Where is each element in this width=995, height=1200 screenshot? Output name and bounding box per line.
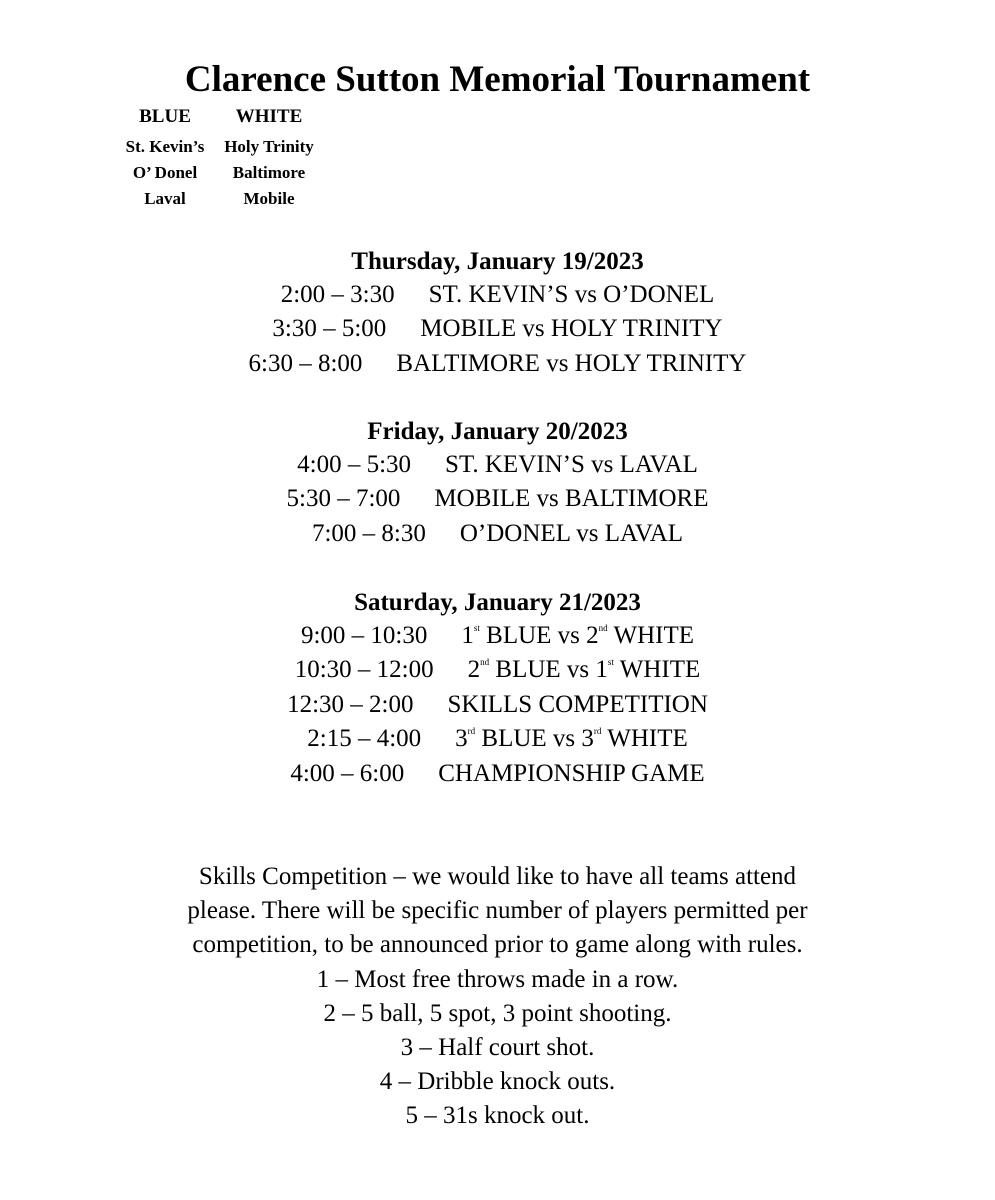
seed-ordinal: rd [593, 726, 602, 737]
seed-number: 1 [461, 622, 474, 649]
seed-ordinal: nd [598, 623, 608, 633]
seed-number: 2 [467, 656, 481, 684]
game-row [0, 312, 995, 346]
blue-team: O’ Donel [132, 163, 198, 182]
page-title: Clarence Sutton Memorial Tournament [184, 59, 811, 100]
game-matchup: MOBILE vs HOLY TRINITY [420, 315, 723, 343]
game-row [0, 278, 995, 312]
game-matchup: SKILLS COMPETITION [447, 690, 708, 718]
seed-ordinal: st [607, 657, 614, 668]
day-heading: Saturday, January 21/2023 [354, 589, 641, 616]
game-time: 2:00 – 3:30 [280, 281, 395, 308]
game-matchup [455, 725, 688, 752]
skills-note-line: Skills Competition – we would like to have all teams attend [198, 863, 797, 890]
white-team: Mobile [243, 189, 295, 208]
game-row [0, 448, 995, 482]
schedule-day-friday [0, 416, 995, 551]
division-label: WHITE [613, 622, 694, 649]
game-matchup: MOBILE vs BALTIMORE [434, 485, 709, 513]
game-time: 4:00 – 5:30 [297, 451, 412, 478]
white-team: Baltimore [232, 163, 306, 182]
day-heading: Friday, January 20/2023 [367, 418, 628, 445]
white-division [220, 104, 318, 212]
skills-event-item: 4 – Dribble knock outs. [379, 1068, 616, 1096]
game-matchup: ST. KEVIN’S vs LAVAL [445, 451, 698, 478]
blue-division-heading: BLUE [139, 106, 191, 127]
game-matchup [461, 622, 694, 649]
skills-note-line: please. There will be specific number of players permitted per [187, 897, 808, 925]
schedule-day-thursday [0, 246, 995, 381]
skills-note-line: competition, to be announced prior to game along with rules. [192, 931, 803, 959]
blue-team: Laval [144, 189, 186, 208]
game-matchup: BALTIMORE vs HOLY TRINITY [396, 349, 747, 377]
game-time: 3:30 – 5:00 [272, 315, 387, 343]
skills-event-item: 2 – 5 ball, 5 spot, 3 point shooting. [323, 999, 672, 1027]
game-row [0, 757, 995, 791]
skills-event-item: 5 – 31s knock out. [405, 1102, 590, 1130]
game-time: 12:30 – 2:00 [287, 690, 414, 718]
seed-number: 2 [586, 622, 599, 649]
division-label: BLUE vs [486, 622, 587, 649]
white-team: Holy Trinity [224, 137, 314, 156]
game-row [0, 653, 995, 687]
game-row [0, 482, 995, 516]
game-time: 5:30 – 7:00 [286, 485, 401, 513]
game-time: 4:00 – 6:00 [290, 759, 405, 787]
division-label: WHITE [619, 656, 701, 684]
game-time: 2:15 – 4:00 [307, 725, 422, 753]
schedule-day-saturday [0, 587, 995, 791]
white-division-heading: WHITE [235, 106, 303, 127]
game-row [0, 688, 995, 722]
seed-ordinal: rd [467, 726, 476, 737]
game-matchup [468, 656, 701, 683]
division-label: BLUE vs [495, 656, 596, 684]
game-row [0, 517, 995, 551]
seed-number: 3 [455, 725, 468, 753]
day-heading: Thursday, January 19/2023 [351, 248, 644, 275]
blue-division [110, 104, 220, 212]
game-row [0, 722, 995, 756]
seed-ordinal: st [473, 623, 480, 633]
game-time: 6:30 – 8:00 [248, 349, 363, 377]
game-time: 10:30 – 12:00 [294, 656, 434, 684]
seed-ordinal: nd [480, 657, 490, 668]
seed-number: 3 [581, 725, 594, 753]
division-label: BLUE vs [481, 725, 582, 753]
team-divisions [110, 104, 318, 212]
game-matchup: ST. KEVIN’S vs O’DONEL [428, 281, 715, 308]
blue-team: St. Kevin’s [125, 137, 205, 156]
seed-number: 1 [595, 656, 608, 684]
game-matchup: O’DONEL vs LAVAL [459, 519, 684, 547]
game-row [0, 347, 995, 381]
game-matchup: CHAMPIONSHIP GAME [438, 759, 705, 787]
game-time: 9:00 – 10:30 [300, 622, 428, 649]
game-time: 7:00 – 8:30 [311, 519, 426, 547]
skills-competition-note [0, 860, 995, 1134]
game-row [0, 619, 995, 653]
skills-event-item: 3 – Half court shot. [400, 1033, 595, 1061]
skills-event-item: 1 – Most free throws made in a row. [316, 965, 679, 993]
division-label: WHITE [607, 725, 688, 753]
